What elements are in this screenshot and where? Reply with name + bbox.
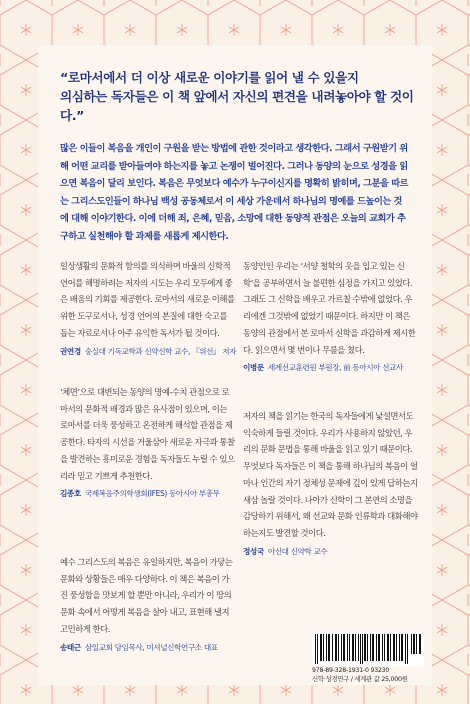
review-text: 동양인인 우리는 ‘서양 철학의 옷을 입고 있는 신학’을 공부하면서 늘 불편한 심정을 가지고 있었다. 그래도 그 신학을 배우고 가르칠 수밖에 없었다. 우리에겐 그것밖에 없었기 때문이다. 하지만 이 책은 동양의 관점에서 본 로마서 신학을 과감하게 제시한다. 읽으면서 몇 번이나 무릎을 쳤다. bbox=[243, 261, 416, 355]
lead-paragraph: 많은 이들이 복음을 개인이 구원을 받는 방법에 관한 것이라고 생각한다. 그래서 구원받기 위해 어떤 교리를 받아들여야 하는지를 놓고 논쟁이 벌어진다. 그러나 동양의 눈으로 성경을 읽으면 복음이 달리 보인다. 복음은 무엇보다 예수가 누구이신지를 명확히 밝히며, 그분을 따르는 그리스도인들이 하나님 백성 공동체로서 이 세상 가운데서 하나님의 명예를 드높이는 것에 대해 이야기한다. 이에 더해 죄, 은혜, 믿음, 소망에 대한 동양적 관점은 오늘의 교회가 추구하고 실천해야 할 과제를 새롭게 제시한다. bbox=[60, 143, 409, 242]
reviewer-name: 김종호 bbox=[60, 489, 81, 499]
reviewer-title: 세계선교훈련원 부원장, 前 동아시아 선교사 bbox=[267, 363, 403, 373]
reviewer-name: 이병문 bbox=[243, 363, 264, 373]
review-byline bbox=[60, 486, 235, 503]
review-text: 예수 그리스도의 복음은 유일하지만, 복음이 가닿는 문화와 상황들은 매우 다양하다. 이 책은 복음이 가진 풍성함을 맛보게 할 뿐만 아니라, 우리가 이 땅의 문화 속에서 어떻게 복음을 살아 내고, 표현해 낼지 고민하게 한다. bbox=[60, 557, 233, 634]
review-item bbox=[60, 384, 235, 503]
review-item bbox=[243, 258, 418, 377]
reviewer-name: 권연경 bbox=[60, 346, 81, 356]
isbn-barcode bbox=[312, 632, 424, 666]
reviewer-title: 아신대 신약학 교수 bbox=[267, 546, 328, 556]
review-text: ‘체면’으로 대변되는 동양의 명예-수치 관점으로 로마서의 문화적 배경과 많은 유사점이 있으며, 이는 로마서를 더욱 풍성하고 온전하게 해석할 관점을 제공한다. 타자의 시선을 거울삼아 새로운 자극과 통찰을 발견하는 흥미로운 경험을 독자들도 누릴 수 있으리라 믿고 기쁘게 추천한다. bbox=[60, 387, 235, 481]
reviewer-title: 삼일교회 담임목사, 미셔널신학연구소 대표 bbox=[84, 642, 218, 652]
review-item bbox=[60, 554, 235, 656]
review-item bbox=[243, 408, 418, 560]
reviewer-name: 정성국 bbox=[243, 546, 264, 556]
pull-quote-line-2: 의심하는 독자들은 이 책 앞에서 자신의 편견을 내려놓아야 할 것이다.” bbox=[60, 89, 414, 123]
pull-quote-line-1: “로마서에서 더 이상 새로운 이야기를 읽어 낼 수 있을지 bbox=[60, 70, 359, 85]
review-byline bbox=[60, 344, 235, 361]
review-byline bbox=[243, 544, 418, 561]
reviewer-title: 숭실대 기독교학과 신약신학 교수, 『위선』 저자 bbox=[84, 346, 237, 356]
barcode-block bbox=[312, 632, 424, 683]
review-item bbox=[60, 258, 235, 360]
reviewer-name: 송태근 bbox=[60, 642, 81, 652]
review-text: 일상생활의 문화적 함의를 의식하며 바울의 신학적 언어를 해명하려는 저자의 시도는 우리 모두에게 좋은 배움의 기회를 제공한다. 로마서의 새로운 이해를 위한 도구로서나, 성경 언어의 본질에 대한 숙고를 돕는 자료로서나 아주 유익한 독서가 될 것이다. bbox=[60, 261, 235, 338]
reviewer-title: 국제복음주의학생회(IFES) 동아시아 부총무 bbox=[84, 489, 220, 499]
review-byline bbox=[60, 640, 235, 657]
review-byline bbox=[243, 360, 418, 377]
review-text: 저자의 책을 읽기는 한국의 독자들에게 낯설면서도 익숙하게 들릴 것이다. 우리가 사용하지 않았던, 우리의 문화 문법을 통해 바울을 읽고 있기 때문이다. 무엇보다 독자들은 이 책을 통해 하나님의 복음이 얼마나 인간의 자기 정체성 문제에 깊이 있게 답하는지 새삼 놀랄 것이다. 나아가 신학이 그 본연의 소명을 감당하기 위해서, 왜 선교와 문화 인류학과 대화해야 하는지도 발견할 것이다. bbox=[243, 411, 418, 538]
price-label: 신학·성경연구 / 세계관 값 25,000원 bbox=[312, 675, 408, 683]
pull-quote bbox=[60, 68, 420, 125]
isbn-number: 978-89-328-1931-0 93230 bbox=[312, 667, 390, 674]
